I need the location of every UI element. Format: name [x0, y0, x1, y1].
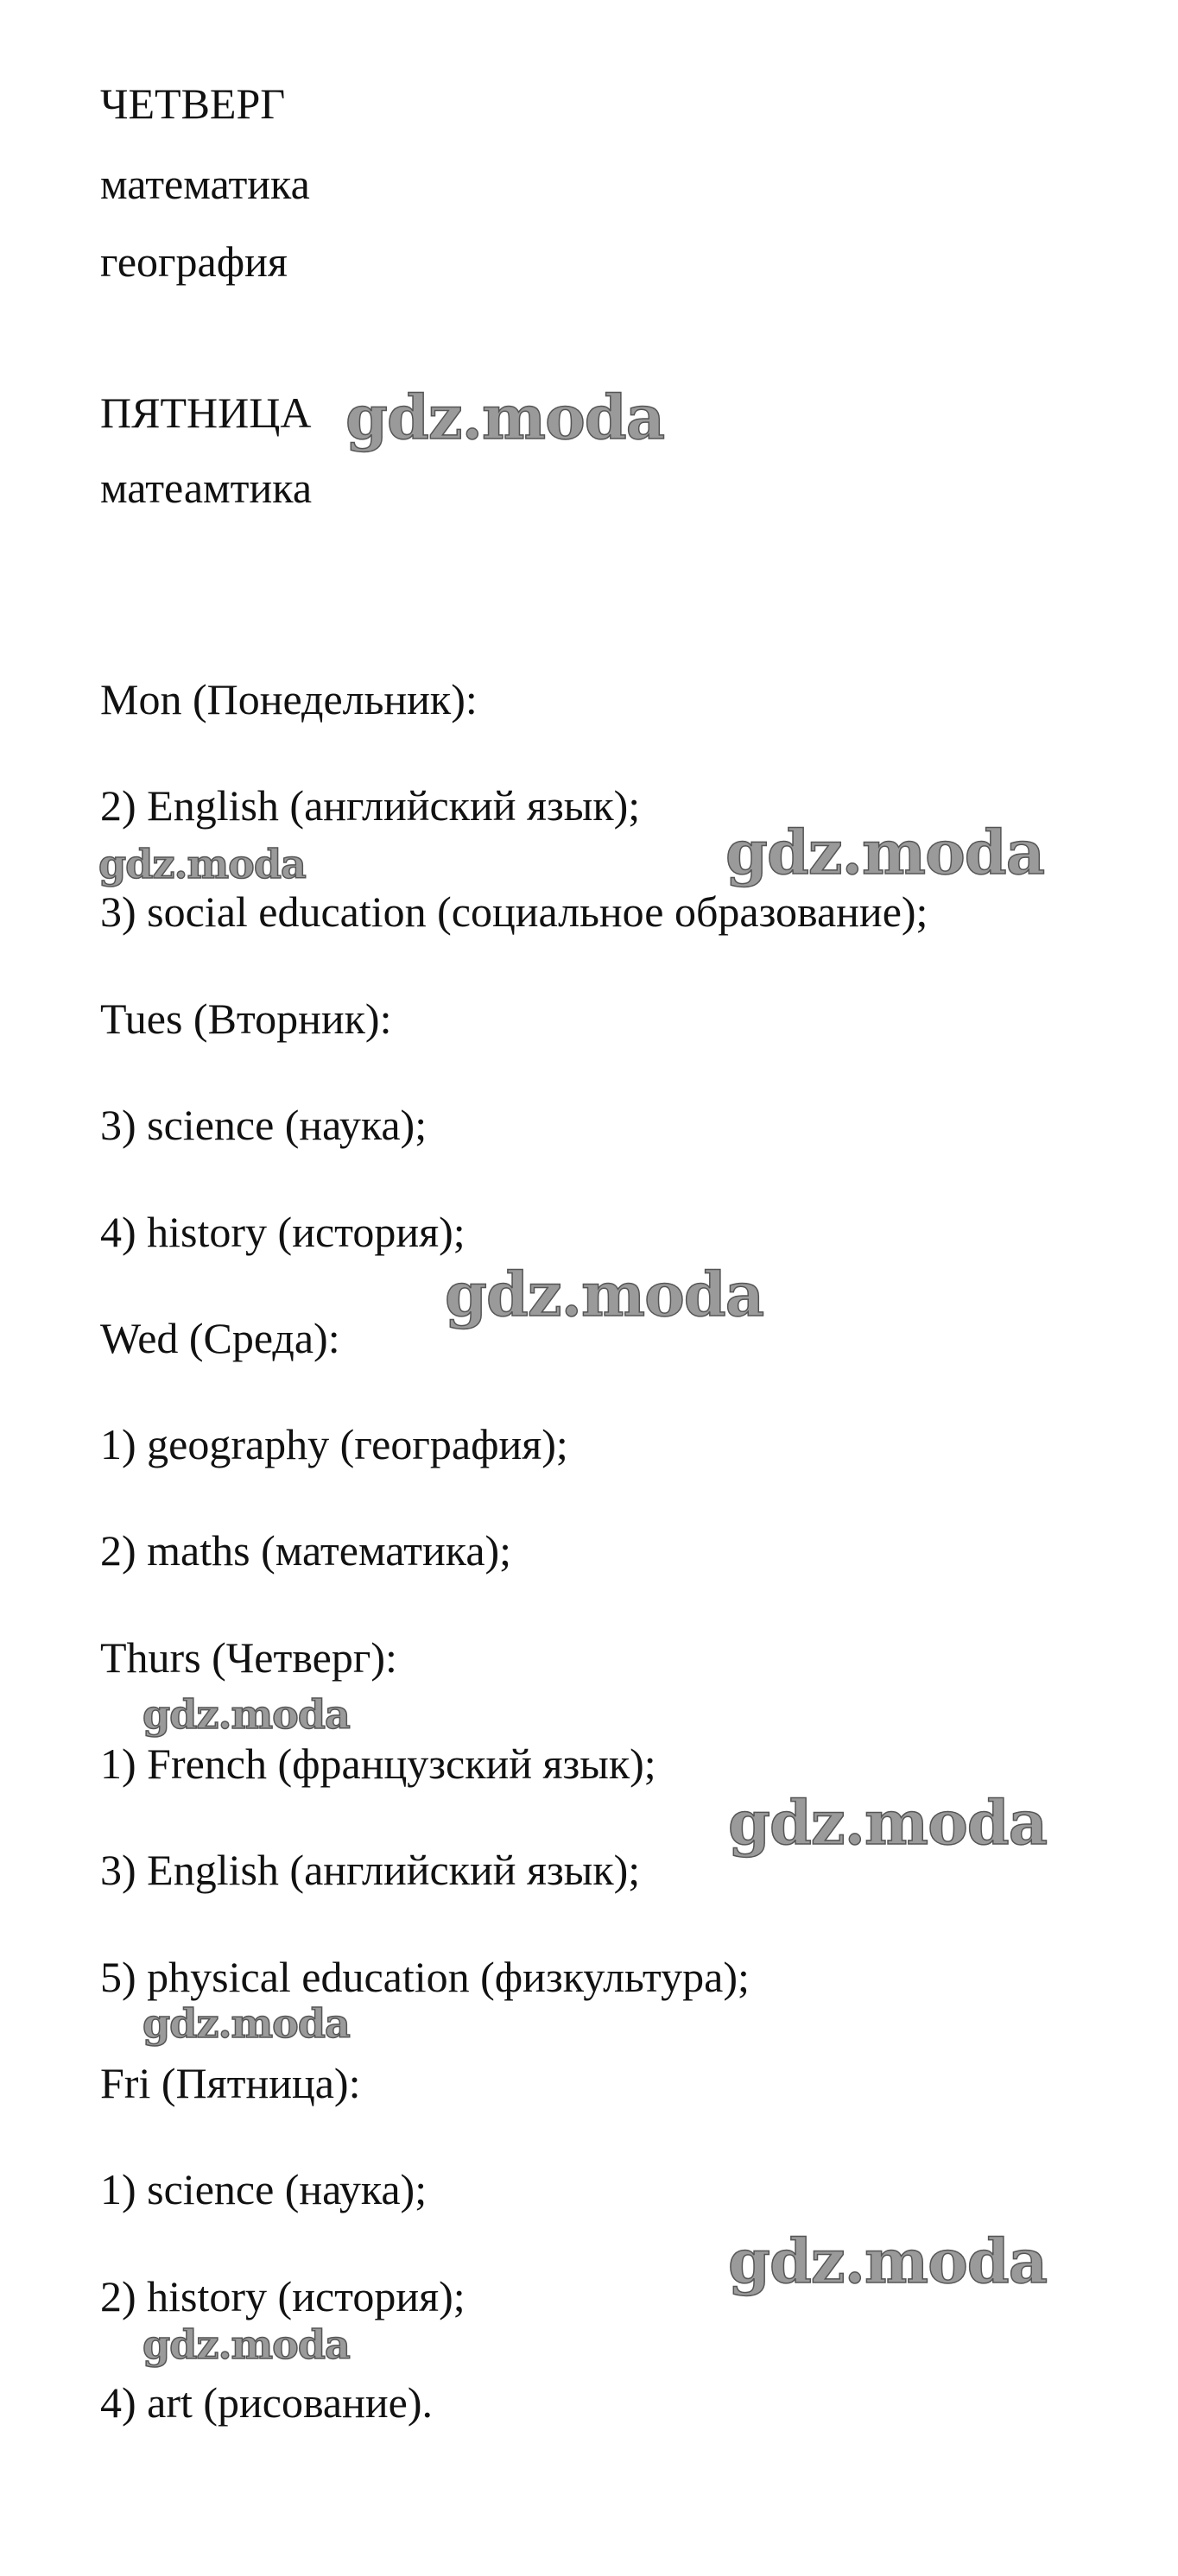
line-tues-heading: Tues (Вторник):: [100, 994, 392, 1043]
line-mon-heading: Mon (Понедельник):: [100, 675, 478, 723]
line-mon-item-3: 3) social education (социальное образование);: [100, 887, 928, 936]
watermark: gdz.moda: [142, 2321, 350, 2368]
line-fri-item-2: 2) history (история);: [100, 2272, 466, 2320]
line-thurs-item-3: 3) English (английский язык);: [100, 1846, 641, 1894]
line-thurs-item-5: 5) physical education (физкультура);: [100, 1953, 750, 2001]
watermark: gdz.moda: [728, 2226, 1048, 2297]
line-friday-heading: ПЯТНИЦА: [100, 388, 312, 437]
watermark: gdz.moda: [142, 1691, 350, 1738]
line-thursday-geography: география: [100, 237, 288, 286]
line-thursday-math: математика: [100, 160, 310, 208]
line-fri-heading: Fri (Пятница):: [100, 2059, 361, 2107]
line-tues-item-3: 3) science (наука);: [100, 1101, 428, 1149]
line-fri-item-4: 4) art (рисование).: [100, 2378, 433, 2427]
watermark: gdz.moda: [142, 2000, 350, 2047]
watermark: gdz.moda: [725, 817, 1045, 888]
line-mon-item-2: 2) English (английский язык);: [100, 781, 641, 830]
watermark: gdz.moda: [98, 841, 306, 887]
line-thurs-heading: Thurs (Четверг):: [100, 1633, 397, 1682]
line-thurs-item-1: 1) French (французский язык);: [100, 1739, 656, 1788]
watermark: gdz.moda: [445, 1259, 764, 1330]
line-tues-item-4: 4) history (история);: [100, 1208, 466, 1256]
line-thursday-heading: ЧЕТВЕРГ: [100, 79, 286, 128]
line-friday-math: матеамтика: [100, 464, 313, 512]
watermark: gdz.moda: [728, 1787, 1048, 1859]
line-wed-heading: Wed (Среда):: [100, 1314, 340, 1362]
line-fri-item-1: 1) science (наука);: [100, 2165, 428, 2213]
line-wed-item-1: 1) geography (география);: [100, 1420, 568, 1468]
watermark: gdz.moda: [345, 382, 665, 453]
line-wed-item-2: 2) maths (математика);: [100, 1526, 512, 1575]
